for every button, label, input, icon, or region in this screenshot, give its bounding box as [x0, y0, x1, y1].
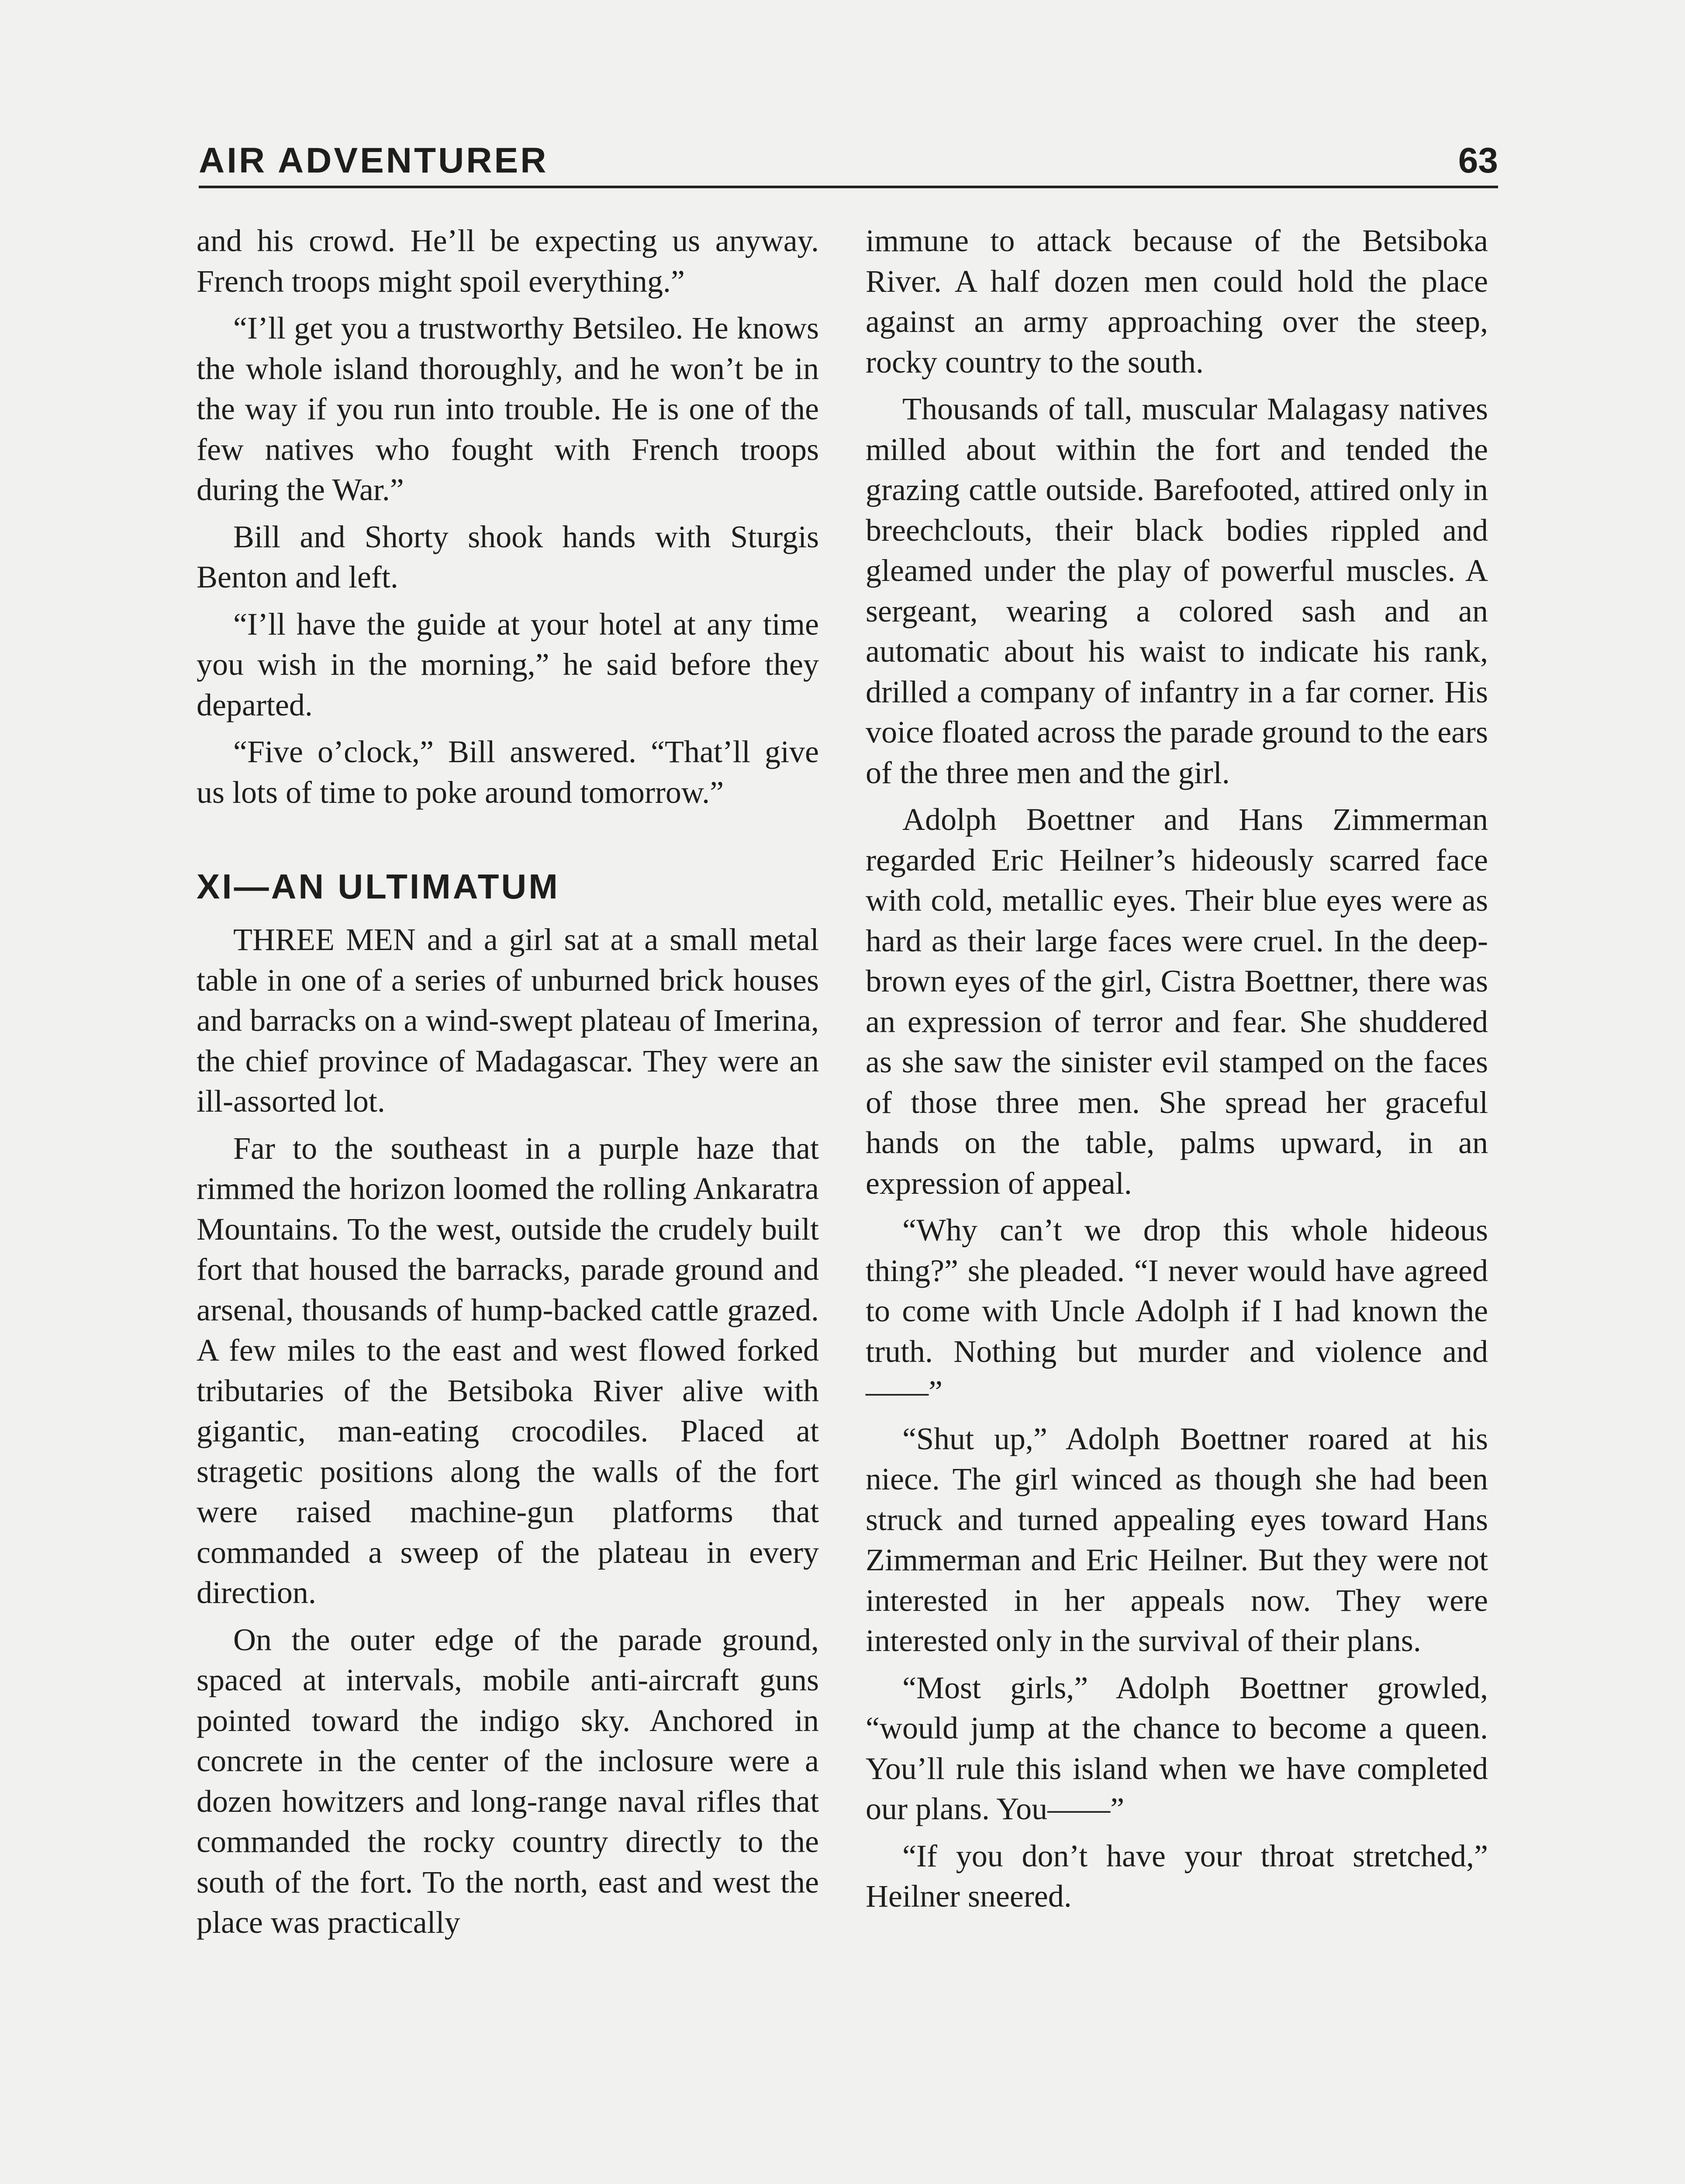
paragraph: THREE MEN and a girl sat at a small metal table in one of a series of unburned brick houses and barracks on a wind-swept plateau of Imerina, the chief province of Madagascar. They were an ill-assorted lot. — [197, 922, 819, 1119]
paragraph: “I’ll get you a trustworthy Betsileo. He knows the whole island thoroughly, and he won’t be in the way if you run into trouble. He is one of the few natives who fought with French troops during the War.” — [197, 311, 819, 507]
paragraph: Bill and Shorty shook hands with Sturgis Benton and left. — [197, 519, 819, 594]
running-title: AIR ADVENTURER — [199, 141, 549, 180]
paragraph: “Five o’clock,” Bill answered. “That’ll give us lots of time to poke around tomorrow.” — [197, 734, 819, 810]
paragraph: On the outer edge of the parade ground, spaced at intervals, mobile anti-aircraft guns pointed toward the indigo sky. Anchored in concrete in the center of the inclosure were a dozen howitzers and long-range naval rifles that commanded the rocky country directly to the south of the fort. To the north, east and west the place was practically — [197, 1622, 819, 1940]
paragraph: Adolph Boettner and Hans Zimmerman regarded Eric Heilner’s hideously scarred face with cold, metallic eyes. Their blue eyes were as hard as their large faces were cruel. In the deep-brown eyes of the girl, Cistra Boettner, there was an expression of terror and fear. She shuddered as she saw the sinister evil stamped on the faces of those three men. She spread her graceful hands on the table, palms upward, in an expression of appeal. — [866, 802, 1488, 1201]
paragraph: Thousands of tall, muscular Malagasy natives milled about within the fort and tended the grazing cattle outside. Barefooted, attired only in breechclouts, their black bodies rippled and gleamed under the play of powerful muscles. A sergeant, wearing a colored sash and an automatic about his waist to indicate his rank, drilled a company of infantry in a far corner. His voice floated across the parade ground to the ears of the three men and the girl. — [866, 391, 1488, 790]
page-number: 63 — [1458, 141, 1498, 180]
page-header — [199, 139, 1498, 187]
paragraph: “If you don’t have your throat stretched,” Heilner sneered. — [866, 1838, 1488, 1914]
header-rule — [199, 186, 1498, 188]
paragraph: “Why can’t we drop this whole hideous thing?” she pleaded. “I never would have agreed to come with Uncle Adolph if I had known the truth. Nothing but murder and violence and——” — [866, 1213, 1488, 1409]
paragraph: “Shut up,” Adolph Boettner roared at his niece. The girl winced as though she had been struck and turned appealing eyes toward Hans Zimmerman and Eric Heilner. But they were not interested in her appeals now. They were interested only in the survival of their plans. — [866, 1421, 1488, 1658]
paragraph: and his crowd. He’ll be expecting us anyway. French troops might spoil everything.” — [197, 223, 819, 299]
left-column — [197, 221, 819, 1949]
right-column — [866, 221, 1488, 1923]
paragraph: “Most girls,” Adolph Boettner growled, “would jump at the chance to become a queen. You’ll rule this island when we have completed our plans. You——” — [866, 1670, 1488, 1826]
paragraph: “I’ll have the guide at your hotel at any time you wish in the morning,” he said before they departed. — [197, 606, 819, 722]
chapter-heading: XI—AN ULTIMATUM — [197, 867, 560, 906]
paragraph: Far to the southeast in a purple haze that rimmed the horizon loomed the rolling Ankaratra Mountains. To the west, outside the crudely built fort that housed the barracks, parade ground and arsenal, thousands of hump-backed cattle grazed. A few miles to the east and west flowed forked tributaries of the Betsiboka River alive with gigantic, man-eating crocodiles. Placed at stragetic positions along the walls of the fort were raised machine-gun platforms that commanded a sweep of the plateau in every direction. — [197, 1130, 819, 1610]
paragraph: immune to attack because of the Betsiboka River. A half dozen men could hold the place against an army approaching over the steep, rocky country to the south. — [866, 223, 1488, 380]
